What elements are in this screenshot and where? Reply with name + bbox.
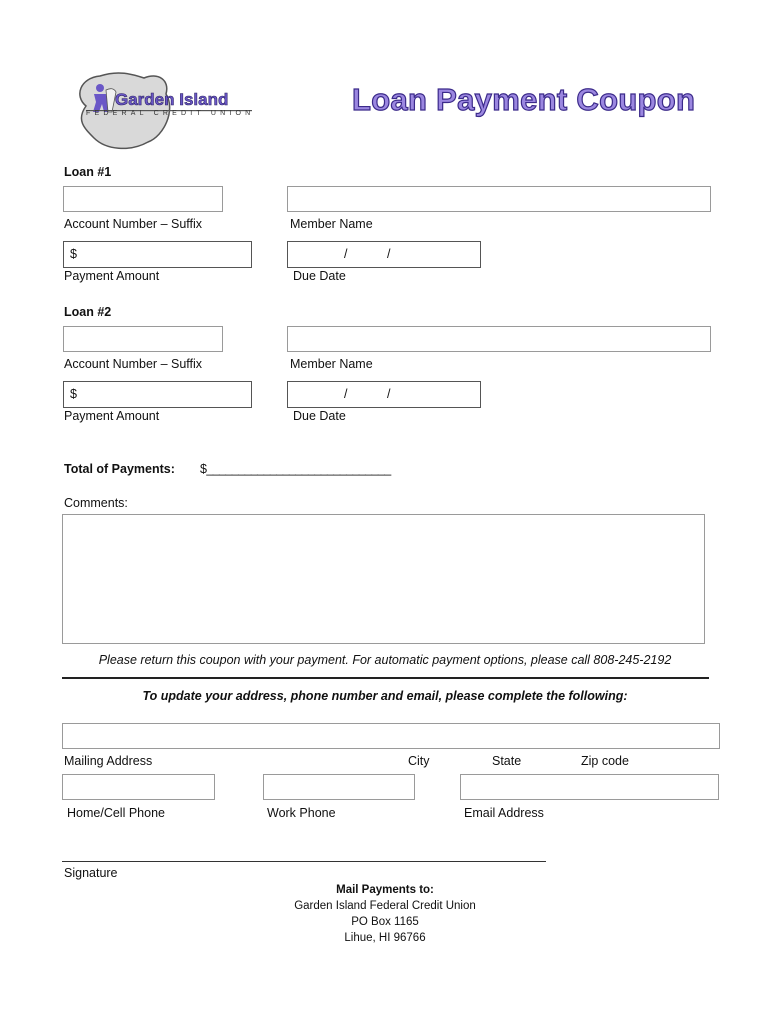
loan1-account-number-field[interactable] [63,186,223,212]
work-phone-label: Work Phone [267,806,336,820]
signature-line[interactable] [62,861,546,862]
logo-name: Garden Island [115,90,229,109]
loan1-payment-amount-field[interactable] [63,241,252,268]
section-divider [62,677,709,679]
loan2-heading: Loan #2 [64,305,112,319]
city-label: City [408,754,430,768]
loan1-member-name-field[interactable] [287,186,711,212]
loan1-date-separators: / / [344,247,391,261]
credit-union-logo [66,66,266,156]
mail-line-2: PO Box 1165 [351,916,419,928]
loan2-account-label: Account Number – Suffix [64,357,203,371]
total-payments-field[interactable]: $_____________________________ [200,462,391,476]
mail-heading: Mail Payments to: [336,884,434,896]
loan2-amount-label: Payment Amount [64,409,160,423]
email-address-field[interactable] [460,774,719,800]
return-note: Please return this coupon with your payment. For automatic payment options, please call 808-245-2192 [98,653,672,667]
mail-payments-block [0,882,770,946]
mailing-address-label: Mailing Address [64,754,153,768]
signature-label: Signature [64,866,118,880]
mailing-address-field[interactable] [62,723,720,749]
loan2-account-number-field[interactable] [63,326,223,352]
home-phone-field[interactable] [62,774,215,800]
loan2-due-date-field[interactable] [287,381,481,408]
loan1-due-label: Due Date [293,269,346,283]
loan1-member-label: Member Name [290,217,373,231]
loan2-member-name-field[interactable] [287,326,711,352]
update-note: To update your address, phone number and email, please complete the following: [142,689,628,703]
loan1-amount-label: Payment Amount [64,269,160,283]
mail-line-1: Garden Island Federal Credit Union [294,900,476,912]
home-phone-label: Home/Cell Phone [67,806,165,820]
comments-label: Comments: [64,496,128,510]
loan2-date-separators: / / [344,387,391,401]
loan1-heading: Loan #1 [64,165,112,179]
logo-subtitle: FEDERAL CREDIT UNION [86,110,255,117]
loan2-dollar-sign: $ [70,387,77,401]
loan2-payment-amount-field[interactable] [63,381,252,408]
work-phone-field[interactable] [263,774,415,800]
zip-code-label: Zip code [581,754,629,768]
loan1-dollar-sign: $ [70,247,77,261]
mail-line-3: Lihue, HI 96766 [344,932,426,944]
email-address-label: Email Address [464,806,544,820]
total-payments-label: Total of Payments: [64,462,175,476]
page-title: Loan Payment Coupon [352,82,696,117]
loan2-member-label: Member Name [290,357,373,371]
loan1-due-date-field[interactable] [287,241,481,268]
comments-textarea[interactable] [62,514,705,644]
state-label: State [492,754,522,768]
loan2-due-label: Due Date [293,409,346,423]
loan1-account-label: Account Number – Suffix [64,217,203,231]
